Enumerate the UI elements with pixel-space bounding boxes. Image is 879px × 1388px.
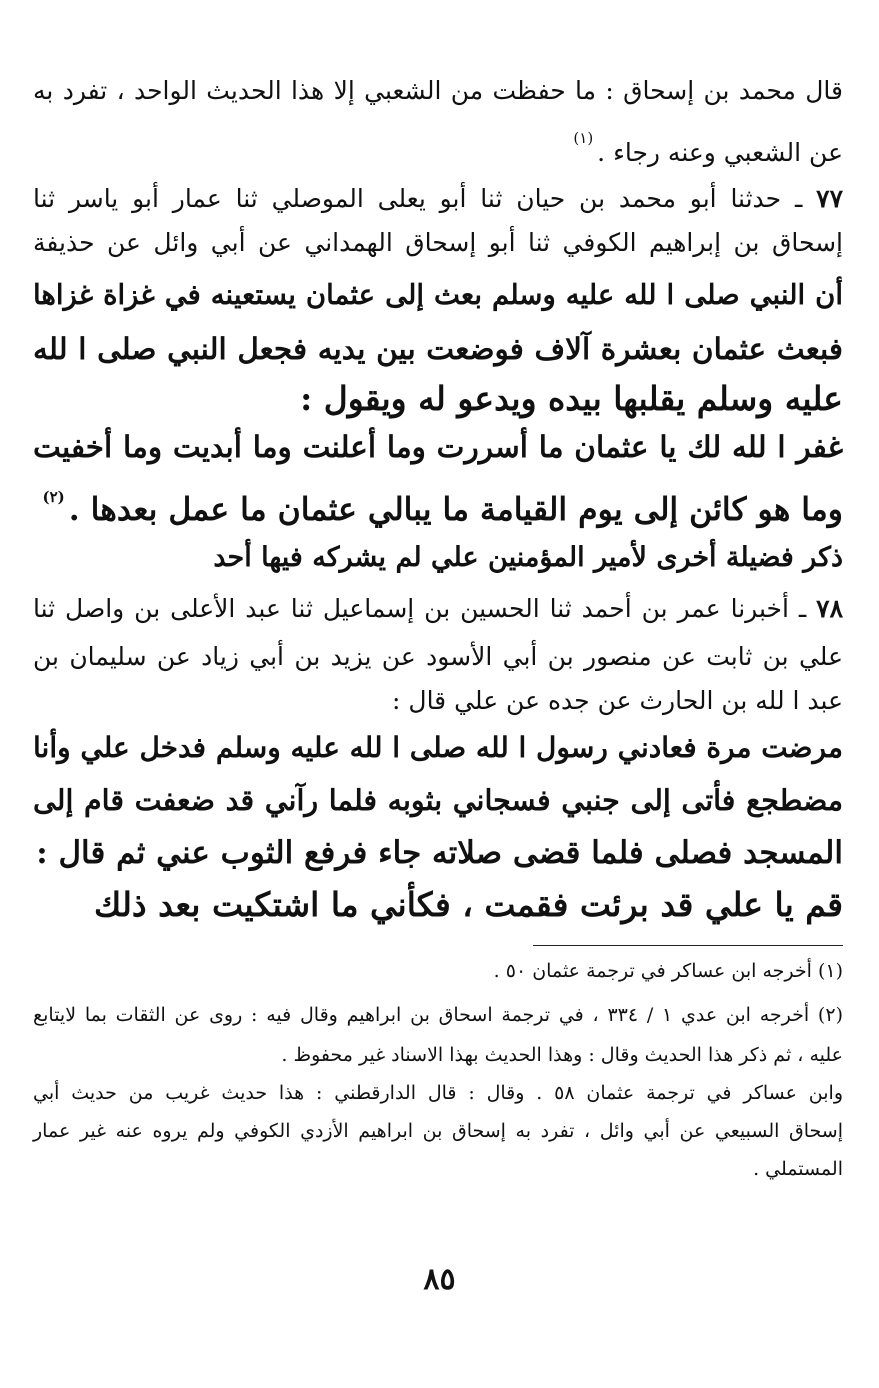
footnote-line: المستملي . xyxy=(753,1158,843,1180)
hadith-77-isnad-line xyxy=(33,186,843,211)
hadith-78-text-line: مضطجع فأتى إلى جنبي فسجاني بثوبه فلما رآني قد ضعفت قام إلى xyxy=(33,783,843,817)
isnad-text: ـ أخبرنا عمر بن أحمد ثنا الحسين بن إسماعيل ثنا عبد الأعلى بن واصل ثنا xyxy=(33,594,807,623)
hadith-77-text-line: عليه وسلم يقلبها بيده ويدعو له ويقول : xyxy=(300,379,843,418)
footnote-marker: (٢) xyxy=(42,488,65,506)
footnote-line: (١) أخرجه ابن عساكر في ترجمة عثمان ٥٠ . xyxy=(493,960,843,982)
hadith-77-text-line: غفر ا لله لك يا عثمان ما أسررت وما أعلنت وما أبديت وما أخفيت xyxy=(33,429,843,464)
text-line: قال محمد بن إسحاق : ما حفظت من الشعبي إلا هذا الحديث الواحد ، تفرد به xyxy=(33,76,843,105)
hadith-77-isnad-line: إسحاق بن إبراهيم الكوفي ثنا أبو إسحاق الهمداني عن أبي وائل عن حذيفة xyxy=(33,228,843,257)
footnote-line: (٢) أخرجه ابن عدي ١ / ٣٣٤ ، في ترجمة اسحاق بن ابراهيم وقال فيه : روى عن الثقات بما لايتابع xyxy=(33,1004,843,1026)
text-line-content: عن الشعبي وعنه رجاء . xyxy=(597,138,843,167)
hadith-text: وما هو كائن إلى يوم القيامة ما يبالي عثمان ما عمل بعدها . xyxy=(68,491,843,528)
footnote-separator xyxy=(533,945,843,946)
hadith-77-text-line: أن النبي صلى ا لله عليه وسلم بعث إلى عثمان يستعينه في غزاة غزاها xyxy=(33,279,843,311)
hadith-number: ٧٧ xyxy=(816,184,843,213)
hadith-77-text-line xyxy=(33,488,843,528)
footnote-line: وابن عساكر في ترجمة عثمان ٥٨ . وقال : قال الدارقطني : هذا حديث غريب من حديث أبي xyxy=(33,1082,843,1104)
hadith-77-text-line: فبعث عثمان بعشرة آلاف فوضعت بين يديه فجعل النبي صلى ا لله xyxy=(33,331,843,366)
hadith-78-isnad-line xyxy=(33,596,843,621)
page-number: ٨٥ xyxy=(423,1262,456,1297)
hadith-number: ٧٨ xyxy=(816,594,843,623)
hadith-78-text-line: قم يا علي قد برئت فقمت ، فكأني ما اشتكيت بعد ذلك xyxy=(94,885,843,924)
section-heading: ذكر فضيلة أخرى لأمير المؤمنين علي لم يشركه فيها أحد xyxy=(213,542,843,573)
hadith-78-isnad-line: علي بن ثابت عن منصور بن أبي الأسود عن يزيد بن أبي زياد عن سليمان بن xyxy=(33,642,843,671)
hadith-78-isnad-line: عبد ا لله بن الحارث عن جده عن علي قال : xyxy=(392,686,843,715)
footnote-line: إسحاق السبيعي عن أبي وائل ، تفرد به إسحاق بن ابراهيم الأزدي الكوفي ولم يروه عنه غير عمار xyxy=(33,1120,843,1142)
hadith-78-text-line: مرضت مرة فعادني رسول ا لله صلى ا لله عليه وسلم فدخل علي وأنا xyxy=(33,731,843,764)
footnote-marker: (١) xyxy=(573,129,594,147)
isnad-text: ـ حدثنا أبو محمد بن حيان ثنا أبو يعلى الموصلي ثنا عمار أبو ياسر ثنا xyxy=(33,184,803,213)
footnote-line: عليه ، ثم ذكر هذا الحديث وقال : وهذا الحديث بهذا الاسناد غير محفوظ . xyxy=(281,1044,843,1066)
text-line xyxy=(33,129,843,167)
hadith-78-text-line: المسجد فصلى فلما قضى صلاته جاء فرفع الثوب عني ثم قال : xyxy=(36,835,843,871)
